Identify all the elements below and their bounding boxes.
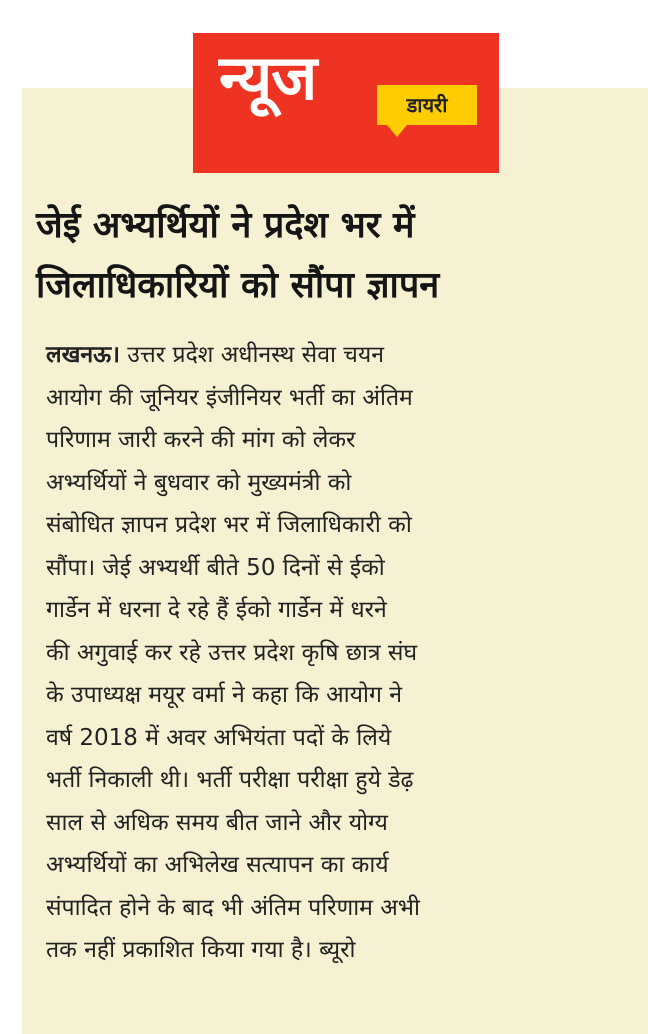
headline-line-2: जिलाधिकारियों को सौंपा ज्ञापन [36, 265, 440, 306]
body-line: की अगुवाई कर रहे उत्तर प्रदेश कृषि छात्र संघ [46, 639, 418, 666]
body-line: वर्ष 2018 में अवर अभियंता पदों के लिये [46, 724, 392, 751]
body-line: आयोग की जूनियर इंजीनियर भर्ती का अंतिम [46, 384, 413, 411]
body-line: के उपाध्यक्ष मयूर वर्मा ने कहा कि आयोग ने [46, 682, 402, 708]
headline-line-1: जेई अभ्यर्थियों ने प्रदेश भर में [36, 205, 415, 246]
body-line: परिणाम जारी करने की मांग को लेकर [46, 427, 356, 453]
article-body [46, 334, 634, 972]
body-line: साल से अधिक समय बीत जाने और योग्य [46, 809, 388, 836]
body-line: भर्ती निकाली थी। भर्ती परीक्षा परीक्षा हुये डेढ़ [46, 767, 414, 793]
body-line: लखनऊ। उत्तर प्रदेश अधीनस्थ सेवा चयन [46, 342, 384, 368]
body-line: संपादित होने के बाद भी अंतिम परिणाम अभी [46, 894, 420, 921]
logo-main-text: न्यूज [219, 41, 317, 114]
body-line: अभ्यर्थियों का अभिलेख सत्यापन का कार्य [46, 852, 389, 878]
body-line: गार्डेन में धरना दे रहे हैं ईको गार्डेन में धरने [46, 597, 387, 623]
body-line: सौंपा। जेई अभ्यर्थी बीते 50 दिनों से ईको [46, 554, 385, 581]
body-line: संबोधित ज्ञापन प्रदेश भर में जिलाधिकारी को [46, 512, 412, 538]
body-line: तक नहीं प्रकाशित किया गया है। ब्यूरो [46, 937, 356, 963]
news-diary-logo [193, 33, 499, 173]
logo-tag-badge: डायरी [377, 85, 477, 125]
body-line: अभ्यर्थियों ने बुधवार को मुख्यमंत्री को [46, 469, 352, 496]
article-headline [36, 196, 636, 316]
article-dateline: लखनऊ। [46, 342, 120, 368]
